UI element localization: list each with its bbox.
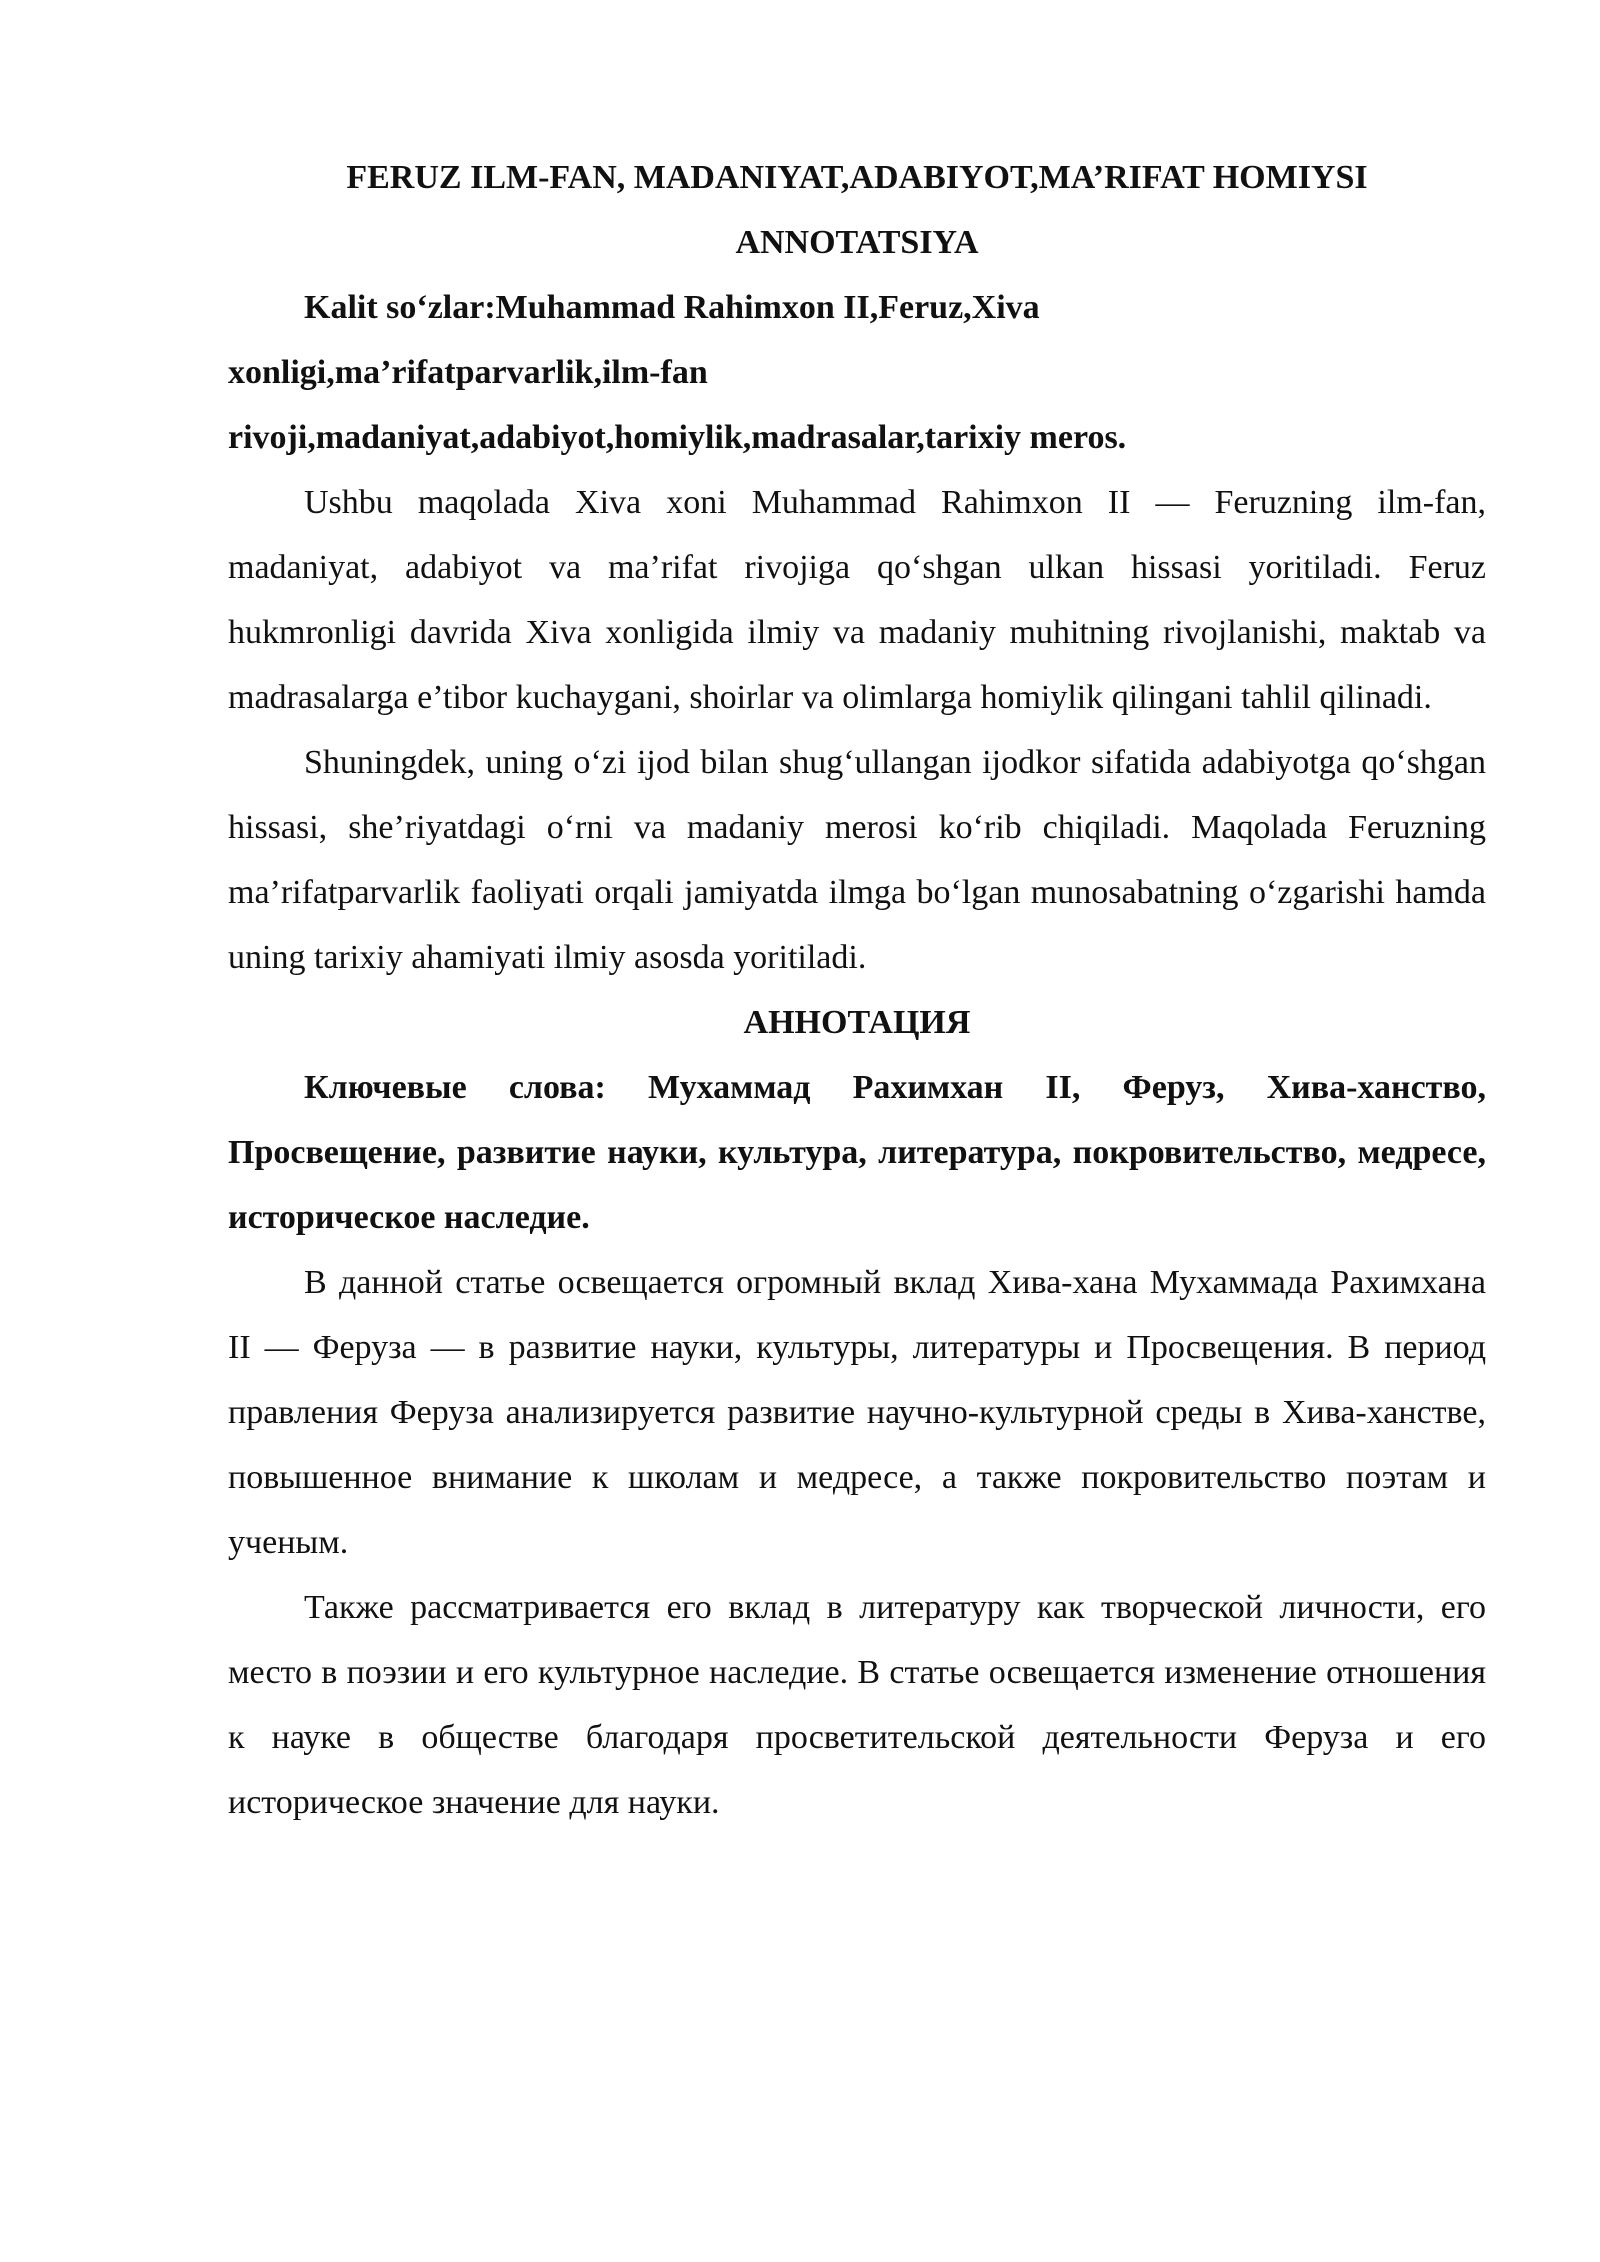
ru-keywords: Ключевые слова: Мухаммад Рахимхан II, Феруз, Хива-ханство, Просвещение, развитие науки, культура, литература, покровительство, медресе, историческое наследие. bbox=[228, 1069, 1486, 1236]
ru-paragraph-2: Также рассматривается его вклад в литературу как творческой личности, его место в поэзии и его культурное наследие. В статье освещается изменение отношения к науке в обществе благодаря просветительской деятельности Феруза и его историческое значение для науки. bbox=[228, 1589, 1486, 1821]
uz-paragraph-2: Shuningdek, uning o‘zi ijod bilan shug‘ullangan ijodkor sifatida adabiyotga qo‘shgan hissasi, she’riyatdagi o‘rni va madaniy merosi ko‘rib chiqiladi. Maqolada Feruzning ma’rifatparvarlik faoliyati orqali jamiyatda ilmga bo‘lgan munosabatning o‘zgarishi hamda uning tarixiy ahamiyati ilmiy asosda yoritiladi. bbox=[228, 744, 1486, 976]
uz-keywords-line-2: xonligi,ma’rifatparvarlik,ilm-fan bbox=[228, 354, 708, 391]
uz-keywords bbox=[228, 275, 1486, 470]
uz-keywords-line-1: Kalit so‘zlar:Muhammad Rahimxon II,Feruz,Xiva bbox=[304, 289, 1040, 326]
document-page bbox=[228, 145, 1486, 1835]
uz-keywords-line-3: rivoji,madaniyat,adabiyot,homiylik,madrasalar,tarixiy meros. bbox=[228, 419, 1127, 456]
ru-paragraph-1: В данной статье освещается огромный вклад Хива-хана Мухаммада Рахимхана II — Феруза — в развитие науки, культуры, литературы и Просвещения. В период правления Феруза анализируется развитие научно-культурной среды в Хива-ханстве, повышенное внимание к школам и медресе, а также покровительство поэтам и ученым. bbox=[228, 1264, 1486, 1561]
ru-annotation-heading: АННОТАЦИЯ bbox=[743, 1004, 971, 1041]
document-title: FERUZ ILM-FAN, MADANIYAT,ADABIYOT,MA’RIFAT HOMIYSI bbox=[346, 159, 1368, 196]
uz-paragraph-1: Ushbu maqolada Xiva xoni Muhammad Rahimxon II — Feruzning ilm-fan, madaniyat, adabiyot va ma’rifat rivojiga qo‘shgan ulkan hissasi yoritiladi. Feruz hukmronligi davrida Xiva xonligida ilmiy va madaniy muhitning rivojlanishi, maktab va madrasalarga e’tibor kuchaygani, shoirlar va olimlarga homiylik qilingani tahlil qilinadi. bbox=[228, 484, 1486, 716]
uz-annotation-heading: ANNOTATSIYA bbox=[735, 224, 979, 261]
